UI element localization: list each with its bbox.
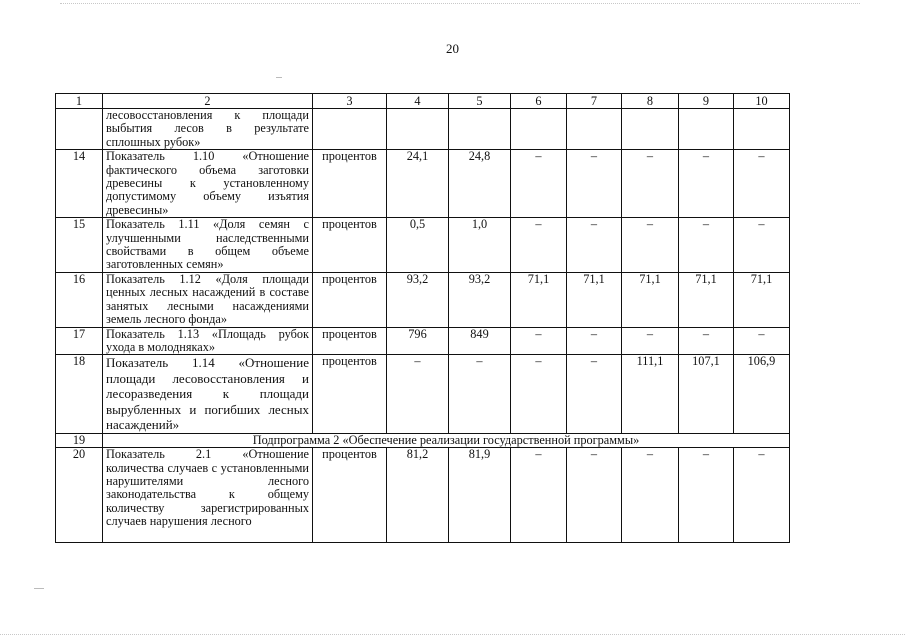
value-cell: 93,2	[387, 272, 449, 327]
row-number: 15	[56, 218, 103, 273]
indicators-table	[55, 93, 790, 543]
value-cell: –	[734, 218, 790, 273]
column-number: 7	[567, 94, 622, 109]
value-cell: 107,1	[679, 355, 734, 434]
column-number: 2	[103, 94, 313, 109]
unit-cell	[313, 109, 387, 150]
table-row	[56, 218, 790, 273]
value-cell: 71,1	[679, 272, 734, 327]
value-cell	[449, 109, 511, 150]
table-row	[56, 327, 790, 355]
value-cell: 849	[449, 327, 511, 355]
column-number: 1	[56, 94, 103, 109]
value-cell: –	[567, 355, 622, 434]
value-cell: –	[679, 150, 734, 218]
indicator-name: Показатель 1.11 «Доля семян с улучшенными наследственными свойствами в общем объеме заготовленных семян»	[103, 218, 313, 273]
value-cell: 81,2	[387, 448, 449, 543]
value-cell: –	[511, 218, 567, 273]
indicator-name: Показатель 1.10 «Отношение фактического объема заготовки древесины к установленному допустимому объему изъятия древесины»	[103, 150, 313, 218]
table-row	[56, 355, 790, 434]
value-cell: –	[511, 355, 567, 434]
table-row	[56, 150, 790, 218]
column-number: 6	[511, 94, 567, 109]
subprogram-title: Подпрограмма 2 «Обеспечение реализации государственной программы»	[103, 433, 790, 447]
row-number: 19	[56, 433, 103, 447]
value-cell: –	[622, 218, 679, 273]
row-number: 17	[56, 327, 103, 355]
value-cell	[622, 109, 679, 150]
unit-cell: процентов	[313, 150, 387, 218]
value-cell: 71,1	[511, 272, 567, 327]
table-row	[56, 109, 790, 150]
value-cell: 0,5	[387, 218, 449, 273]
unit-cell: процентов	[313, 218, 387, 273]
value-cell: 796	[387, 327, 449, 355]
table-row	[56, 272, 790, 327]
value-cell: –	[567, 218, 622, 273]
value-cell	[511, 109, 567, 150]
value-cell: –	[567, 150, 622, 218]
value-cell: 71,1	[622, 272, 679, 327]
value-cell: –	[622, 327, 679, 355]
value-cell: –	[734, 448, 790, 543]
indicator-name: Показатель 1.12 «Доля площади ценных лесных насаждений в составе занятых лесными насаждениями земель лесного фонда»	[103, 272, 313, 327]
value-cell: 24,1	[387, 150, 449, 218]
value-cell: 71,1	[734, 272, 790, 327]
value-cell	[387, 109, 449, 150]
indicator-name: лесовосстановления к площади выбытия лесов в результате сплошных рубок»	[103, 109, 313, 150]
scan-artifact-top	[60, 3, 860, 4]
subprogram-row	[56, 433, 790, 447]
unit-cell: процентов	[313, 327, 387, 355]
indicator-name: Показатель 1.14 «Отношение площади лесовосстановления и лесоразведения к площади вырубленных и погибших лесных насаждений»	[103, 355, 313, 434]
row-number: 18	[56, 355, 103, 434]
indicator-name: Показатель 1.13 «Площадь рубок ухода в молодняках»	[103, 327, 313, 355]
value-cell: –	[511, 448, 567, 543]
value-cell: –	[679, 327, 734, 355]
scan-artifact-left	[34, 588, 44, 589]
value-cell: –	[567, 327, 622, 355]
column-number: 9	[679, 94, 734, 109]
unit-cell: процентов	[313, 272, 387, 327]
value-cell: –	[734, 327, 790, 355]
unit-cell: процентов	[313, 448, 387, 543]
column-number: 8	[622, 94, 679, 109]
value-cell: 81,9	[449, 448, 511, 543]
column-number: 3	[313, 94, 387, 109]
value-cell: 93,2	[449, 272, 511, 327]
column-number: 4	[387, 94, 449, 109]
row-number: 20	[56, 448, 103, 543]
scan-artifact-mid	[276, 77, 282, 78]
value-cell: –	[511, 327, 567, 355]
table-header-row	[56, 94, 790, 109]
value-cell: 111,1	[622, 355, 679, 434]
value-cell: –	[734, 150, 790, 218]
value-cell: –	[567, 448, 622, 543]
value-cell: –	[679, 448, 734, 543]
value-cell	[734, 109, 790, 150]
value-cell	[567, 109, 622, 150]
value-cell: –	[679, 218, 734, 273]
row-number: 14	[56, 150, 103, 218]
unit-cell: процентов	[313, 355, 387, 434]
value-cell: –	[622, 448, 679, 543]
value-cell: –	[511, 150, 567, 218]
scan-artifact-bottom	[0, 634, 905, 635]
column-number: 10	[734, 94, 790, 109]
value-cell: –	[387, 355, 449, 434]
value-cell: 71,1	[567, 272, 622, 327]
value-cell: 24,8	[449, 150, 511, 218]
indicator-name: Показатель 2.1 «Отношение количества случаев с установленными нарушителями лесного законодательства к общему количеству зарегистрированных случаев нарушения лесного	[103, 448, 313, 543]
table-row	[56, 448, 790, 543]
value-cell	[679, 109, 734, 150]
row-number	[56, 109, 103, 150]
value-cell: 106,9	[734, 355, 790, 434]
value-cell: –	[449, 355, 511, 434]
row-number: 16	[56, 272, 103, 327]
value-cell: –	[622, 150, 679, 218]
value-cell: 1,0	[449, 218, 511, 273]
column-number: 5	[449, 94, 511, 109]
page-number: 20	[446, 41, 459, 56]
